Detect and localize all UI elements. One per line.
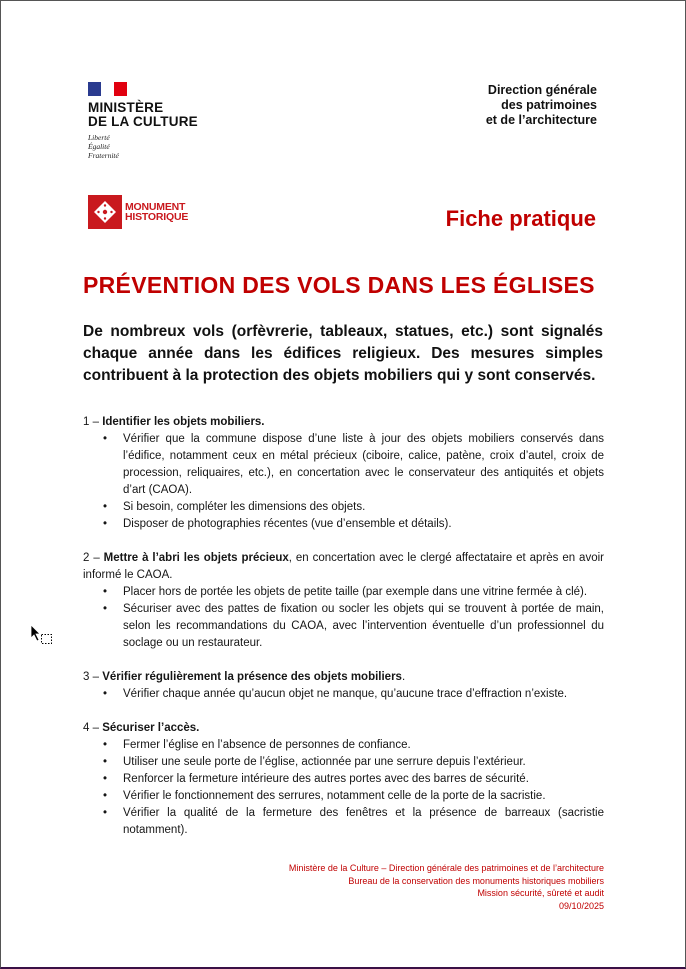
bullet-icon: •	[103, 773, 108, 785]
bullet-icon: •	[103, 518, 108, 530]
fiche-pratique-label: Fiche pratique	[445, 206, 596, 231]
bullet-list	[83, 431, 604, 533]
bullet-list	[83, 686, 604, 703]
document-date: 09/10/2025	[558, 900, 604, 911]
section-heading: 3 – Vérifier régulièrement la présence des objets mobiliers.	[83, 671, 406, 683]
monument-historique-text: MONUMENT HISTORIQUE	[125, 201, 189, 223]
ministere-culture-logo	[88, 82, 218, 160]
bullet-icon: •	[103, 807, 108, 819]
list-item: • Renforcer la fermeture intérieure des autres portes avec des barres de sécurité.	[83, 771, 604, 788]
monument-historique-icon	[88, 195, 122, 229]
bullet-icon: •	[103, 688, 108, 700]
bullet-icon: •	[103, 586, 108, 598]
section-1	[83, 414, 604, 533]
bullet-icon: •	[103, 603, 108, 615]
list-item: • Vérifier que la commune dispose d’une liste à jour des objets mobiliers conservés dans l’édifice, notamment ceux en métal précieux (ciboire, calice, patène, croix d’autel, croix de procession, reliquaires, etc.), en concertation avec le conservateur des antiquités et objets d’art (CAOA).	[103, 433, 604, 496]
list-item: • Vérifier le fonctionnement des serrures, notamment celle de la porte de la sacristie.	[83, 788, 604, 805]
section-heading: 1 – Identifier les objets mobiliers.	[83, 416, 265, 428]
section-heading: 4 – Sécuriser l’accès.	[83, 722, 200, 734]
bullet-icon: •	[103, 501, 108, 513]
list-item: • Vérifier la qualité de la fermeture des fenêtres et la présence de barreaux (sacristie notamment).	[103, 807, 604, 836]
monument-historique-logo	[88, 195, 188, 229]
list-item: • Utiliser une seule porte de l’église, actionnée par une serrure depuis l’extérieur.	[83, 754, 604, 771]
bullet-icon: •	[103, 756, 108, 768]
section-4	[83, 720, 604, 839]
section-3	[83, 669, 604, 703]
list-item: • Vérifier chaque année qu’aucun objet ne manque, qu’aucune trace d’effraction n’existe.	[83, 686, 604, 703]
bullet-list	[83, 584, 604, 652]
section-2	[83, 550, 604, 652]
document-footer: Ministère de la Culture – Direction générale des patrimoines et de l’architecture Bureau de la conservation des monuments historiques mobiliers Mission sécurité, sûreté et audit 09/10/2025	[288, 863, 604, 911]
intro-paragraph: De nombreux vols (orfèvrerie, tableaux, statues, etc.) sont signalés chaque année dans les édifices religieux. Des mesures simples contribuent à la protection des objets mobiliers qui y sont conservés.	[83, 323, 603, 384]
document-title: PRÉVENTION DES VOLS DANS LES ÉGLISES	[83, 272, 595, 298]
bullet-icon: •	[103, 790, 108, 802]
list-item: • Disposer de photographies récentes (vue d’ensemble et détails).	[83, 516, 604, 533]
ministere-name: MINISTÈRE DE LA CULTURE	[88, 100, 198, 129]
list-item: • Placer hors de portée les objets de petite taille (par exemple dans une vitrine fermée à clé).	[83, 584, 604, 601]
list-item: • Fermer l’église en l’absence de personnes de confiance.	[83, 737, 604, 754]
direction-generale-label: Direction générale des patrimoines et de l’architecture	[485, 83, 597, 127]
section-heading: 2 – Mettre à l’abri les objets précieux, en concertation avec le clergé affectataire et après en avoir informé le CAOA.	[83, 552, 604, 581]
mouse-cursor-icon	[30, 624, 56, 648]
bullet-list	[83, 737, 604, 839]
devise: Liberté Égalité Fraternité	[88, 133, 119, 160]
list-item: • Si besoin, compléter les dimensions des objets.	[83, 499, 604, 516]
document-body	[83, 414, 604, 856]
list-item: • Sécuriser avec des pattes de fixation ou socler les objets qui se trouvent à portée de main, selon les recommandations du CAOA, avec l’intervention éventuelle d’un professionnel du soclage ou un restaurateur.	[103, 603, 604, 649]
bullet-icon: •	[103, 739, 108, 751]
french-flag-icon	[88, 82, 127, 96]
bullet-icon: •	[103, 433, 108, 445]
